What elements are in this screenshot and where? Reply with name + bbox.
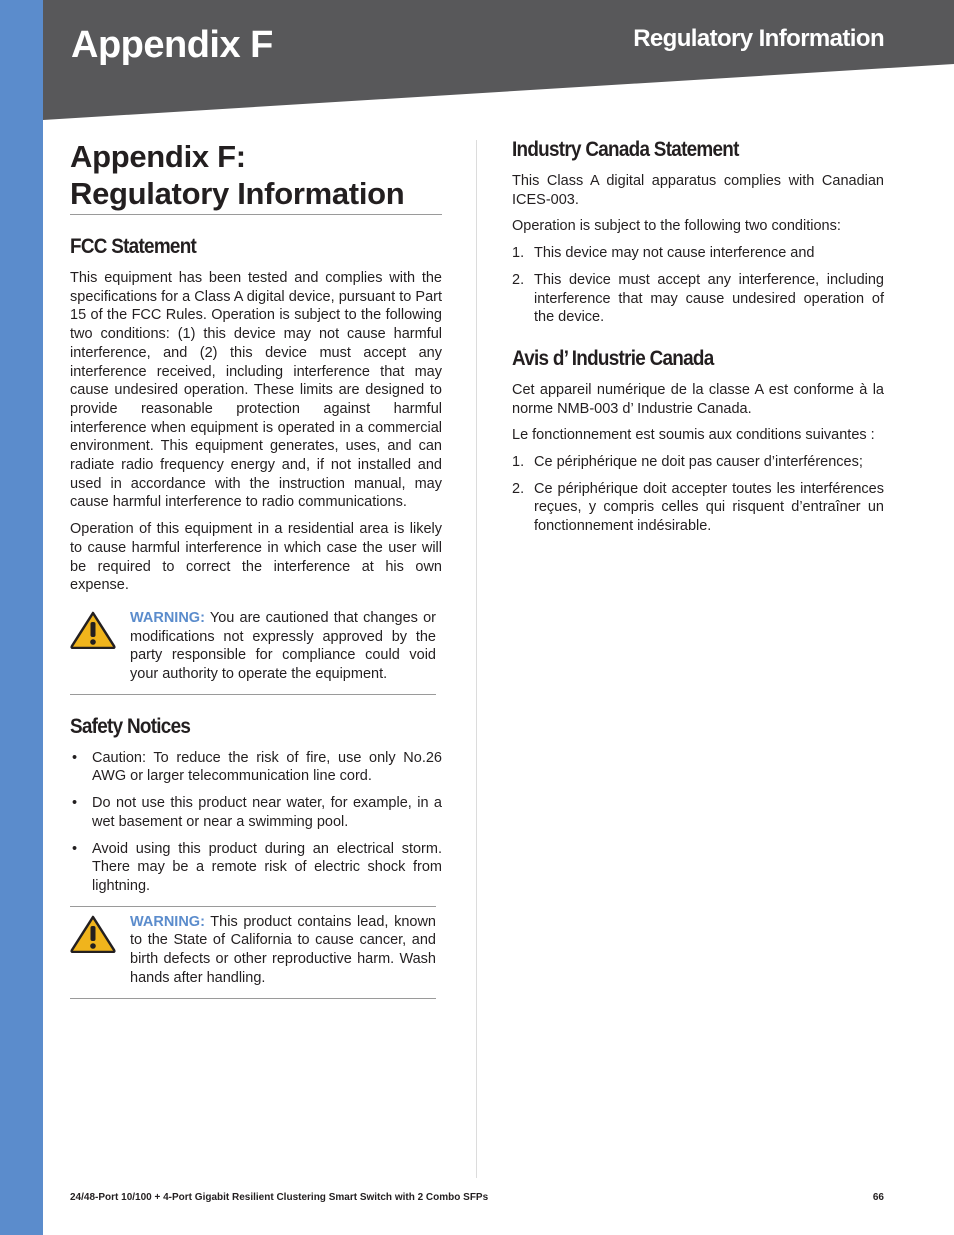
right-column (512, 138, 884, 544)
safety-item-1: Caution: To reduce the risk of fire, use only No.26 AWG or larger telecommunication line cord. (92, 749, 442, 785)
fcc-warning-body: You are cautioned that changes or modifications not expressly approved by the party responsible for compliance could void your authority to operate the equipment. (130, 609, 436, 683)
side-color-strip (0, 0, 43, 1235)
safety-item-2: Do not use this product near water, for example, in a wet basement or near a swimming pool. (92, 795, 442, 830)
fcc-paragraph-2: Operation of this equipment in a residential area is likely to cause harmful interference in which case the user will be required to correct the interference at his own expense. (70, 521, 442, 594)
fcc-warning-text (130, 609, 436, 684)
avis-list (512, 453, 884, 536)
list-item-text: Ce périphérique doit accepter toutes les interférences reçues, y compris celles qui risquent d’entraîner un fonctionnement indésirable. (534, 480, 884, 535)
footer-product-name: 24/48-Port 10/100 + 4-Port Gigabit Resilient Clustering Smart Switch with 2 Combo SFPs (70, 1192, 489, 1203)
fcc-heading: FCC Statement (70, 235, 197, 258)
list-item (70, 840, 442, 896)
list-item (512, 271, 884, 327)
industry-canada-paragraph-2: Operation is subject to the following two conditions: (512, 218, 841, 235)
safety-warning-box (70, 906, 436, 999)
list-item (70, 794, 442, 831)
safety-warning-text (130, 913, 436, 988)
safety-heading: Safety Notices (70, 714, 191, 738)
section-label: Regulatory Information (633, 25, 884, 52)
bullet-marker: • (72, 749, 78, 766)
bullet-marker: • (72, 795, 78, 812)
industry-canada-paragraph-1: This Class A digital apparatus complies with Canadian ICES-003. (512, 173, 884, 208)
avis-heading: Avis d’ Industrie Canada (512, 346, 714, 370)
warning-label: WARNING: (130, 913, 205, 930)
list-marker: 1. (512, 245, 525, 262)
list-item (512, 244, 884, 263)
page-title-line2: Regulatory Information (70, 176, 405, 211)
warning-icon (70, 611, 116, 649)
footer-page-number: 66 (872, 1192, 884, 1203)
list-marker: 1. (512, 454, 525, 471)
left-column (70, 138, 442, 999)
list-item-text: This device may not cause interference and (534, 245, 815, 262)
fcc-paragraph-1: This equipment has been tested and complies with the specifications for a Class A digital device, pursuant to Part 15 of the FCC Rules. Operation is subject to the following two conditions: (1) this device may not cause harmful interference, and (2) this device must accept any interference received, including interference that may cause undesired operation. These limits are designed to provide reasonable protection against harmful interference when equipment is operated in a commercial environment. This equipment generates, uses, and can radiate radio frequency energy and, if not installed and used in accordance with the instruction manual, may cause harmful interference to radio communications. (70, 270, 442, 511)
warning-label: WARNING: (130, 609, 205, 626)
safety-warning-body: This product contains lead, known to the State of California to cause cancer, and birth defects or other reproductive harm. Wash hands after handling. (130, 913, 436, 986)
warning-icon (70, 915, 116, 953)
page-title (70, 138, 442, 215)
avis-paragraph-1: Cet appareil numérique de la classe A est conforme à la norme NMB-003 d’ Industrie Canada. (512, 381, 884, 417)
bullet-marker: • (72, 840, 78, 857)
list-item-text: Ce périphérique ne doit pas causer d’interférences; (534, 454, 863, 471)
column-divider (476, 140, 477, 1178)
safety-list (70, 749, 442, 896)
list-item (512, 480, 884, 536)
page-title-line1: Appendix F: (70, 139, 246, 174)
appendix-label: Appendix F (71, 24, 273, 66)
list-marker: 2. (512, 480, 525, 497)
list-item (70, 749, 442, 786)
safety-item-3: Avoid using this product during an electrical storm. There may be a remote risk of electric shock from lightning. (92, 840, 442, 894)
list-item (512, 453, 884, 472)
list-marker: 2. (512, 271, 525, 288)
industry-canada-heading: Industry Canada Statement (512, 138, 739, 161)
industry-canada-list (512, 244, 884, 327)
list-item-text: This device must accept any interference, including interference that may cause undesired operation of the device. (534, 271, 884, 326)
avis-paragraph-2: Le fonctionnement est soumis aux conditions suivantes : (512, 427, 875, 444)
fcc-warning-box (70, 609, 436, 695)
